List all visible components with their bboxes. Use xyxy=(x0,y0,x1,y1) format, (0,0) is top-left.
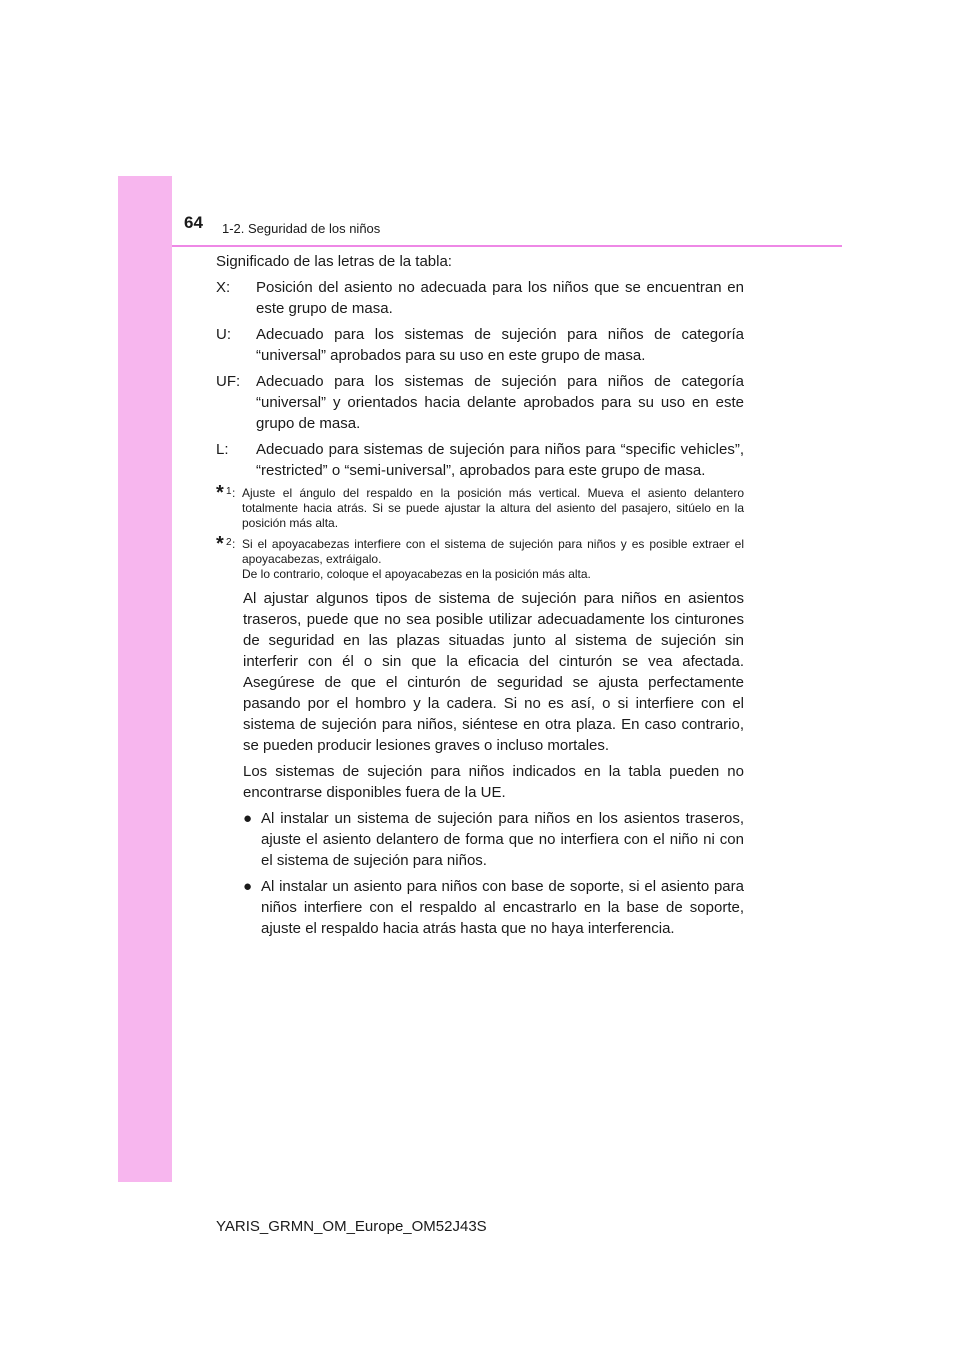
section-title: 1-2. Seguridad de los niños xyxy=(222,221,381,236)
footnote xyxy=(216,533,744,582)
definition-key: UF: xyxy=(216,373,241,390)
page-number: 64 xyxy=(184,213,203,232)
definition-item xyxy=(216,371,744,434)
bullet-item xyxy=(243,876,744,939)
body-paragraph: Al ajustar algunos tipos de sistema de sujeción para niños en asientos traseros, puede que no sea posible utilizar adecuadamente los cinturones de seguridad en las plazas situadas junto al sistema de sujeción sin interferir con él o sin que la eficacia del cinturón se vea afectada. Asegúrese de que el cinturón de seguridad se ajusta perfectamente pasando por el hombro y la cadera. Si no es así, o si interfiere con el sistema de sujeción para niños, siéntese en otra plaza. En caso contrario, se pueden producir lesiones graves o incluso mortales. xyxy=(243,590,744,754)
footnote-marker: * 2 : xyxy=(216,533,236,555)
definition-item xyxy=(216,277,744,319)
footnote-line: Si el apoyacabezas interfiere con el sistema de sujeción para niños y es posible extraer el apoyacabezas, extráigalo. xyxy=(242,537,744,566)
definition-key: L: xyxy=(216,441,229,458)
definition-key: X: xyxy=(216,279,231,296)
side-color-band xyxy=(118,176,172,1182)
definition-key: U: xyxy=(216,326,231,343)
definition-text: Adecuado para los sistemas de sujeción para niños de categoría “universal” aprobados para su uso en este grupo de masa. xyxy=(256,326,744,364)
definition-text: Adecuado para sistemas de sujeción para niños para “specific vehicles”, “restricted” o “semi-universal”, aprobados para este grupo de masa. xyxy=(256,441,744,479)
bullet-item xyxy=(243,808,744,871)
page-content xyxy=(216,251,744,944)
footnote-marker: * 1 : xyxy=(216,482,236,504)
document-id-footer: YARIS_GRMN_OM_Europe_OM52J43S xyxy=(216,1218,487,1235)
bullet-dot-icon: ● xyxy=(243,878,253,895)
bullet-text: Al instalar un asiento para niños con base de soporte, si el asiento para niños interfiere con el respaldo al encastrarlo en la base de soporte, ajuste el respaldo hacia atrás hasta que no haya interferencia. xyxy=(261,878,744,937)
footnote-number: 2 xyxy=(226,537,232,548)
definition-text: Posición del asiento no adecuada para los niños que se encuentran en este grupo de masa. xyxy=(256,279,744,317)
footnote-star: * xyxy=(216,533,224,555)
footnote-number: 1 xyxy=(226,486,232,497)
footnote xyxy=(216,482,744,531)
footnote-line: De lo contrario, coloque el apoyacabezas en la posición más alta. xyxy=(242,567,591,581)
definition-item xyxy=(216,324,744,366)
bullet-text: Al instalar un sistema de sujeción para niños en los asientos traseros, ajuste el asiento delantero de forma que no interfiera con el niño ni con el sistema de sujeción para niños. xyxy=(261,810,744,869)
definition-text: Adecuado para los sistemas de sujeción para niños de categoría “universal” y orientados hacia delante aprobados para su uso en este grupo de masa. xyxy=(256,373,744,432)
body-paragraph: Los sistemas de sujeción para niños indicados en la tabla pueden no encontrarse disponibles fuera de la UE. xyxy=(243,763,744,801)
header-divider xyxy=(172,245,842,247)
bullet-dot-icon: ● xyxy=(243,810,253,827)
table-legend-intro: Significado de las letras de la tabla: xyxy=(216,253,452,270)
definition-item xyxy=(216,439,744,481)
footnote-star: * xyxy=(216,482,224,504)
footnote-text xyxy=(242,537,744,582)
footnote-text: Ajuste el ángulo del respaldo en la posición más vertical. Mueva el asiento delantero totalmente hacia atrás. Si se puede ajustar la altura del asiento del pasajero, sitúelo en la posición más alta. xyxy=(242,486,744,530)
